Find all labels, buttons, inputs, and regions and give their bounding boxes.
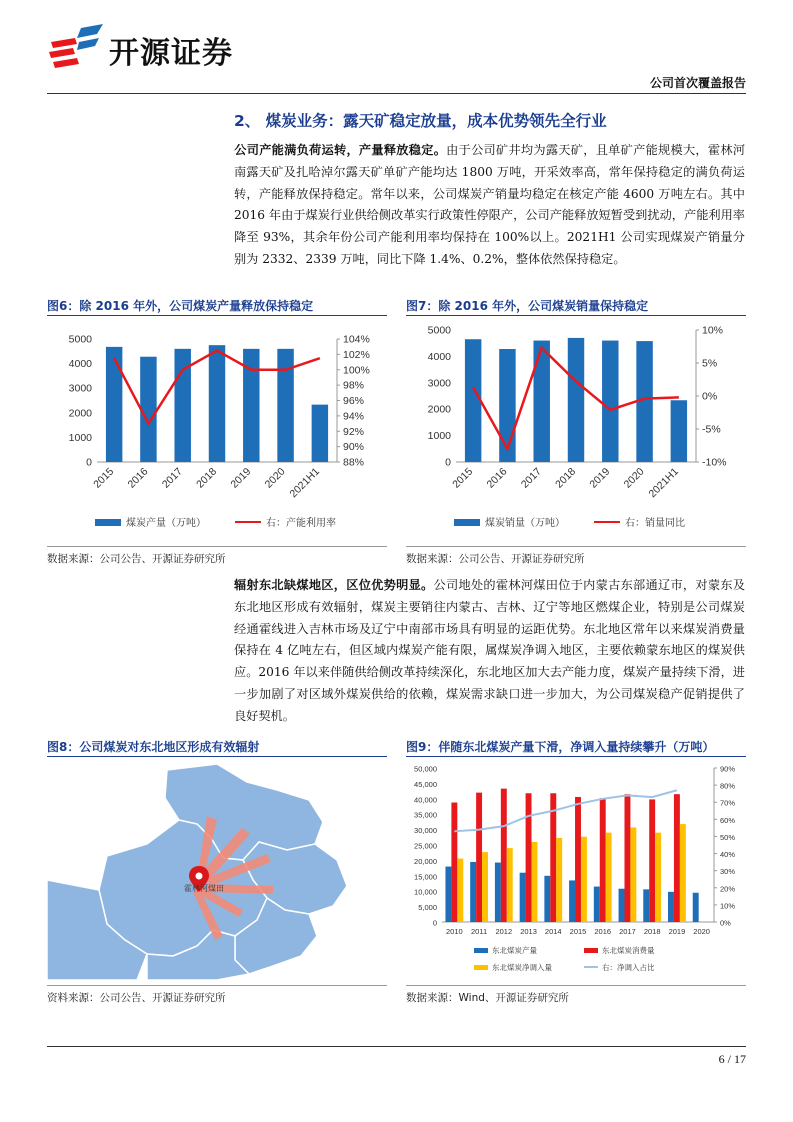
bar-fig9 xyxy=(507,848,513,922)
bar-fig9 xyxy=(655,833,661,922)
y-tick-label: 30,000 xyxy=(414,826,437,836)
x-tick-label: 2018 xyxy=(643,927,661,936)
fig9-source-rule xyxy=(406,985,746,986)
bar-fig9 xyxy=(581,837,587,922)
y2-tick-label: 70% xyxy=(720,798,736,808)
paragraph-body: 由于公司矿井均为露天矿，且单矿产能规模大，霍林河南露天矿及扎哈淖尔露天矿单矿产能均达 1800 万吨，开采效率高，常年保持稳定的满负荷运转，产能释放保持稳定。常年以来，公司煤炭产销量均稳定在核定产能 4600 万吨左右。其中 2016 年由于煤炭行业供给侧改革实行政策性停限产，公司产能释放短暂受到扰动，产能利用率降至 93%，其余年份公司产能利用率均保持在 100%以上。2021H1 公司实现煤炭产销量分别为 2332、2339 万吨，同比下降 1.4%、0.2%，整体依然保持稳定。 xyxy=(234,143,746,266)
y2-tick-label: 10% xyxy=(702,324,724,337)
bar-fig9 xyxy=(643,889,649,922)
bar-fig9 xyxy=(445,867,451,922)
bar-fig9 xyxy=(476,793,482,922)
bar-fig9 xyxy=(550,793,556,922)
fig8-source-rule xyxy=(47,985,387,986)
map-label: 霍林河煤田 xyxy=(184,884,224,893)
legend-label: 右：净调入占比 xyxy=(602,963,655,972)
x-tick-label: 2021H1 xyxy=(287,465,322,501)
y-tick-label: 4000 xyxy=(68,358,92,371)
y2-tick-label: 0% xyxy=(720,918,731,928)
y-tick-label: 35,000 xyxy=(414,810,437,820)
x-tick-label: 2020 xyxy=(621,465,647,491)
y-tick-label: 5000 xyxy=(68,333,92,346)
x-tick-label: 2021H1 xyxy=(646,465,681,501)
legend-swatch xyxy=(474,965,488,970)
bar-fig9 xyxy=(495,863,501,922)
y2-tick-label: 104% xyxy=(343,333,370,346)
y-tick-label: 4000 xyxy=(427,350,451,363)
bar-fig9 xyxy=(594,887,600,922)
paragraph-lead: 辐射东北缺煤地区，区位优势明显。 xyxy=(234,578,434,592)
line-series-fig9 xyxy=(454,790,677,831)
x-tick-label: 2020 xyxy=(693,927,710,936)
bar-fig9 xyxy=(575,797,581,922)
x-tick-label: 2010 xyxy=(446,927,463,936)
bar-fig9 xyxy=(457,859,463,922)
paragraph-body: 公司地处的霍林河煤田位于内蒙古东部通辽市，对蒙东及东北地区形成有效辐射，煤炭主要销往内蒙古、吉林、辽宁等地区燃煤企业，特别是公司煤炭经通霍线进入吉林市场及辽宁中南部市场具有明显的运距优势。东北地区常年以来煤炭消费量保持在 4 亿吨左右，但区域内煤炭产能有限，属煤炭净调入地区，主要依赖蒙东地区的煤炭供应。2016 年以来伴随供给侧改革持续深化，东北地区加大去产能力度，煤炭产量持续下滑，进一步加剧了对区域外煤炭供给的依赖，煤炭需求缺口进一步加大，为公司煤炭稳产促销提供了良好契机。 xyxy=(234,578,746,723)
bar-fig9 xyxy=(674,794,680,922)
x-tick-label: 2016 xyxy=(594,927,612,936)
x-tick-label: 2018 xyxy=(194,465,220,491)
y-tick-label: 2000 xyxy=(68,407,92,420)
y2-tick-label: 80% xyxy=(720,781,736,791)
x-tick-label: 2019 xyxy=(228,465,254,491)
x-tick-label: 2015 xyxy=(569,927,587,936)
y2-tick-label: 60% xyxy=(720,815,736,825)
y2-tick-label: 98% xyxy=(343,379,365,392)
y2-tick-label: 5% xyxy=(702,357,718,370)
y2-tick-label: 0% xyxy=(702,390,718,403)
header-rule xyxy=(47,93,746,94)
legend-label: 煤炭销量（万吨） xyxy=(485,518,565,529)
y-tick-label: 25,000 xyxy=(414,841,437,851)
footer-rule xyxy=(47,1046,746,1047)
x-tick-label: 2015 xyxy=(450,465,476,491)
legend-label: 东北煤炭消费量 xyxy=(602,946,655,955)
x-tick-label: 2017 xyxy=(619,927,636,936)
legend-swatch xyxy=(95,519,121,526)
x-tick-label: 2019 xyxy=(587,465,613,491)
y-tick-label: 5000 xyxy=(427,324,451,337)
x-tick-label: 2019 xyxy=(668,927,686,936)
y-tick-label: 0 xyxy=(432,918,437,928)
logo-mark-icon xyxy=(47,20,107,70)
bar-fig9 xyxy=(630,827,636,922)
bar-fig7 xyxy=(671,400,687,462)
x-tick-label: 2014 xyxy=(544,927,562,936)
y-tick-label: 0 xyxy=(445,456,451,469)
bar-fig9 xyxy=(693,893,699,922)
page-number: 6 / 17 xyxy=(718,1052,746,1066)
fig7-rule xyxy=(406,315,746,316)
y2-tick-label: 92% xyxy=(343,425,365,438)
y-tick-label: 50,000 xyxy=(414,764,437,774)
brand-name: 开源证券 xyxy=(109,36,233,71)
paragraph-capacity xyxy=(234,140,745,271)
bar-fig7 xyxy=(602,341,618,462)
brand-logo xyxy=(47,20,317,70)
bar-fig9 xyxy=(649,799,655,922)
legend-label: 右：产能利用率 xyxy=(266,518,336,529)
legend-label: 东北煤炭产量 xyxy=(492,946,537,955)
fig6-chart xyxy=(45,318,390,540)
bar-fig9 xyxy=(619,889,625,922)
y-tick-label: 15,000 xyxy=(414,872,437,882)
bar-fig9 xyxy=(482,852,488,922)
legend-swatch xyxy=(584,948,598,953)
y2-tick-label: 88% xyxy=(343,456,365,469)
paragraph-lead: 公司产能满负荷运转，产量释放稳定。 xyxy=(234,143,447,157)
fig7-chart xyxy=(404,318,749,540)
bar-fig9 xyxy=(569,880,575,922)
fig9-title: 图9：伴随东北煤炭产量下滑，净调入量持续攀升（万吨） xyxy=(406,740,715,754)
y2-tick-label: -5% xyxy=(702,423,721,436)
bar-fig6 xyxy=(277,349,293,462)
y2-tick-label: 30% xyxy=(720,867,736,877)
paragraph-region xyxy=(234,575,745,728)
y2-tick-label: 90% xyxy=(343,441,365,454)
y-tick-label: 1000 xyxy=(427,430,451,443)
y2-tick-label: 50% xyxy=(720,832,736,842)
y2-tick-label: 96% xyxy=(343,395,365,407)
bar-fig6 xyxy=(312,405,328,462)
y-tick-label: 40,000 xyxy=(414,795,437,805)
y2-tick-label: 90% xyxy=(720,764,736,774)
y2-tick-label: 100% xyxy=(343,364,370,377)
y-tick-label: 1000 xyxy=(68,431,92,444)
legend-swatch xyxy=(454,519,480,526)
fig9-rule xyxy=(406,756,746,757)
y-tick-label: 10,000 xyxy=(414,887,437,897)
legend-label: 东北煤炭净调入量 xyxy=(492,963,552,972)
bar-fig9 xyxy=(451,802,457,922)
fig7-source-rule xyxy=(406,546,746,547)
x-tick-label: 2017 xyxy=(159,465,185,491)
x-tick-label: 2016 xyxy=(125,465,151,491)
y-tick-label: 3000 xyxy=(427,377,451,390)
fig6-title: 图6：除 2016 年外，公司煤炭产量释放保持稳定 xyxy=(47,299,314,313)
y-tick-label: 5,000 xyxy=(418,903,437,913)
fig9-source: 数据来源：Wind、开源证券研究所 xyxy=(406,992,569,1004)
bar-fig6 xyxy=(140,357,156,462)
fig8-source: 资料来源：公司公告、开源证券研究所 xyxy=(47,992,226,1004)
bar-fig9 xyxy=(526,793,532,922)
x-tick-label: 2011 xyxy=(471,927,488,936)
report-type: 公司首次覆盖报告 xyxy=(649,76,746,90)
x-tick-label: 2020 xyxy=(262,465,288,491)
legend-swatch xyxy=(474,948,488,953)
fig8-title: 图8：公司煤炭对东北地区形成有效辐射 xyxy=(47,740,260,754)
x-tick-label: 2017 xyxy=(518,465,544,491)
fig8-rule xyxy=(47,756,387,757)
bar-fig9 xyxy=(600,798,606,922)
bar-fig9 xyxy=(520,873,526,922)
fig6-rule xyxy=(47,315,387,316)
y-tick-label: 20,000 xyxy=(414,856,437,866)
y2-tick-label: 40% xyxy=(720,850,736,860)
y2-tick-label: -10% xyxy=(702,456,727,469)
fig8-map xyxy=(47,760,387,980)
x-tick-label: 2013 xyxy=(520,927,537,936)
y2-tick-label: 20% xyxy=(720,884,736,894)
bar-fig9 xyxy=(470,862,476,922)
bar-fig9 xyxy=(680,824,686,922)
bar-fig9 xyxy=(668,892,674,922)
fig7-title: 图7：除 2016 年外，公司煤炭销量保持稳定 xyxy=(406,299,649,313)
bar-fig9 xyxy=(501,789,507,922)
fig9-chart xyxy=(404,760,749,982)
bar-fig9 xyxy=(606,833,612,922)
y-tick-label: 2000 xyxy=(427,403,451,416)
bar-fig9 xyxy=(544,876,550,922)
fig6-source-rule xyxy=(47,546,387,547)
bar-fig9 xyxy=(556,838,562,922)
legend-label: 右：销量同比 xyxy=(625,518,685,529)
bar-fig6 xyxy=(209,345,225,462)
bar-fig6 xyxy=(106,347,122,462)
fig6-source: 数据来源：公司公告、开源证券研究所 xyxy=(47,553,226,565)
bar-fig7 xyxy=(465,339,481,462)
x-tick-label: 2016 xyxy=(484,465,510,491)
x-tick-label: 2012 xyxy=(495,927,513,936)
y2-tick-label: 10% xyxy=(720,901,736,911)
fig7-source: 数据来源：公司公告、开源证券研究所 xyxy=(406,553,585,565)
y-tick-label: 45,000 xyxy=(414,779,437,789)
legend-label: 煤炭产量（万吨） xyxy=(126,518,206,529)
x-tick-label: 2018 xyxy=(553,465,579,491)
bar-fig9 xyxy=(624,794,630,922)
bar-fig7 xyxy=(568,338,584,462)
bar-fig9 xyxy=(532,842,538,922)
y-tick-label: 3000 xyxy=(68,382,92,395)
x-tick-label: 2015 xyxy=(91,465,117,491)
y-tick-label: 0 xyxy=(86,456,92,469)
bar-fig7 xyxy=(533,341,549,462)
y2-tick-label: 102% xyxy=(343,348,370,361)
y2-tick-label: 94% xyxy=(343,410,365,423)
section-title: 2、 煤炭业务：露天矿稳定放量，成本优势领先全行业 xyxy=(234,112,607,130)
